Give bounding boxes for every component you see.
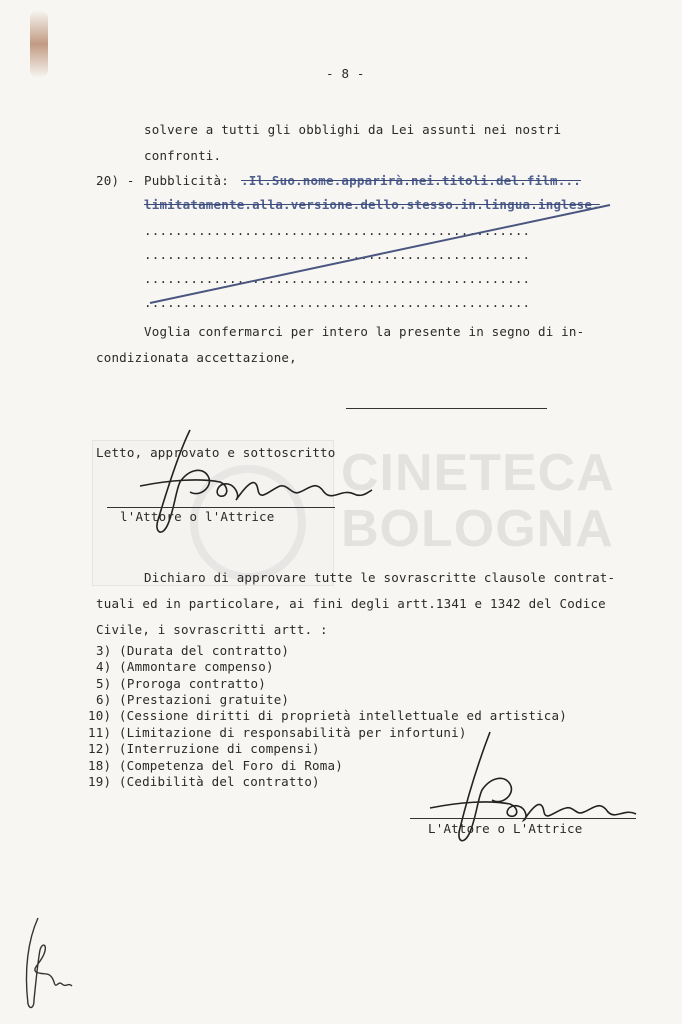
article-item: 4) (Ammontare compenso) bbox=[96, 659, 274, 674]
paragraph-line: solvere a tutti gli obblighi da Lei assunti nei nostri bbox=[144, 122, 562, 137]
article-item: 6) (Prestazioni gratuite) bbox=[96, 692, 290, 707]
signature-line bbox=[410, 818, 636, 819]
signer-label: L'Attore o L'Attrice bbox=[428, 821, 583, 836]
dotted-line: .................................................. bbox=[144, 223, 531, 238]
declaration-line: Dichiaro di approvare tutte le sovrascritte clausole contrat- bbox=[144, 570, 616, 585]
signer-label: l'Attore o l'Attrice bbox=[120, 509, 275, 524]
article-item: 12) (Interruzione di compensi) bbox=[88, 741, 320, 756]
dotted-line: .................................................. bbox=[144, 271, 531, 286]
declaration-line: tuali ed in particolare, ai fini degli artt.1341 e 1342 del Codice bbox=[96, 596, 606, 611]
dotted-line: .................................................. bbox=[144, 295, 531, 310]
dotted-line: .................................................. bbox=[144, 247, 531, 262]
paragraph-line: Voglia confermarci per intero la presente in segno di in- bbox=[144, 324, 585, 339]
article-item: 19) (Cedibilità del contratto) bbox=[88, 774, 320, 789]
article-item: 10) (Cessione diritti di proprietà intellettuale ed artistica) bbox=[88, 708, 567, 723]
handwritten-signature bbox=[110, 420, 380, 550]
clause-text: .Il.Suo.nome.apparirà.nei.titoli.del.film... bbox=[241, 173, 581, 188]
handwritten-initials bbox=[10, 910, 80, 1010]
clause-text: limitatamente.alla.versione.dello.stesso.in.lingua.inglese. bbox=[144, 197, 600, 212]
paragraph-line: condizionata accettazione, bbox=[96, 350, 297, 365]
clause-number: 20) - bbox=[96, 173, 135, 188]
article-item: 3) (Durata del contratto) bbox=[96, 643, 290, 658]
article-item: 5) (Proroga contratto) bbox=[96, 676, 266, 691]
paragraph-line: confronti. bbox=[144, 148, 222, 163]
article-item: 11) (Limitazione di responsabilità per infortuni) bbox=[88, 725, 467, 740]
approval-label: Letto, approvato e sottoscritto bbox=[96, 445, 336, 460]
page-number: - 8 - bbox=[326, 66, 365, 81]
handwritten-signature bbox=[410, 728, 650, 858]
signature-line bbox=[346, 408, 547, 409]
article-item: 18) (Competenza del Foro di Roma) bbox=[88, 758, 343, 773]
signature-line bbox=[107, 507, 335, 508]
declaration-line: Civile, i sovrascritti artt. : bbox=[96, 622, 328, 637]
watermark: CINETECA BOLOGNA bbox=[341, 444, 615, 558]
clause-label: Pubblicità: bbox=[144, 173, 229, 188]
